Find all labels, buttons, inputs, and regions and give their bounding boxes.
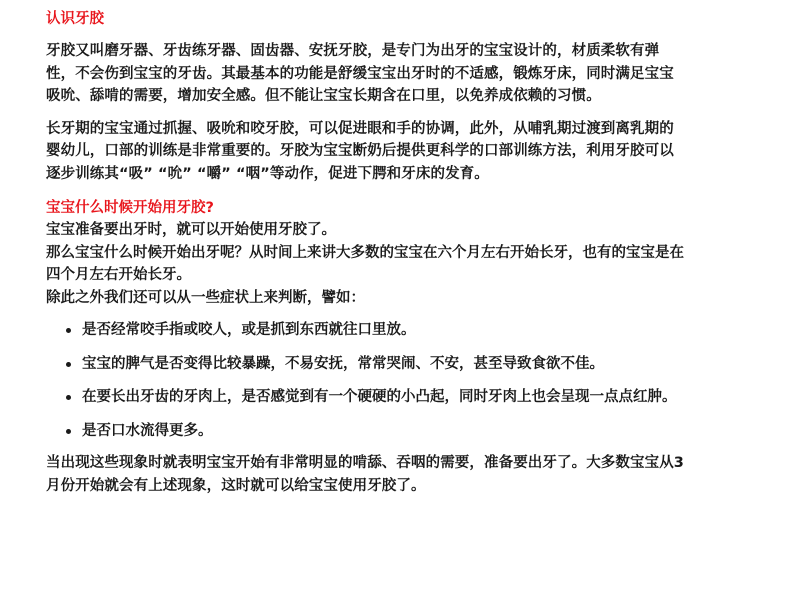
paragraph-conclusion: 当出现这些现象时就表明宝宝开始有非常明显的啃舔、吞咽的需要，准备要出牙了。大多数宝宝从3月份开始就会有上述现象，这时就可以给宝宝使用牙胶了。 (46, 455, 684, 494)
list-item-text: 是否口水流得更多。 (82, 422, 213, 439)
list-item (66, 353, 686, 376)
bullet-icon (66, 429, 71, 434)
symptom-list (46, 319, 686, 442)
list-item (66, 319, 686, 342)
list-item (66, 386, 686, 409)
text-line-ready: 宝宝准备要出牙时，就可以开始使用牙胶了。 (46, 222, 336, 238)
text-line-symptoms-intro: 除此之外我们还可以从一些症状上来判断，譬如： (46, 289, 365, 306)
bullet-icon (66, 328, 71, 333)
bullet-icon (66, 362, 71, 367)
list-item (66, 420, 686, 443)
bullet-icon (66, 395, 71, 400)
list-item-text: 在要长出牙齿的牙肉上，是否感觉到有一个硬硬的小凸起，同时牙肉上也会呈现一点点红肿。 (82, 389, 677, 405)
text-line-teething-age: 那么宝宝什么时候开始出牙呢？从时间上来讲大多数的宝宝在六个月左右开始长牙，也有的宝宝是在四个月左右开始长牙。 (46, 244, 684, 283)
paragraph-benefits: 长牙期的宝宝通过抓握、吸吮和咬牙胶，可以促进眼和手的协调，此外，从哺乳期过渡到离乳期的婴幼儿，口部的训练是非常重要的。牙胶为宝宝断奶后提供更科学的口部训练方法，利用牙胶可以逐步训练其“吸” “吮” “嚼” “咽”等动作，促进下腭和牙床的发育。 (46, 120, 674, 182)
section-heading-when-to-use: 宝宝什么时候开始用牙胶? (46, 200, 214, 216)
list-item-text: 宝宝的脾气是否变得比较暴躁，不易安抚，常常哭闹、不安，甚至导致食欲不佳。 (82, 355, 604, 372)
section-heading-teething-gel: 认识牙胶 (46, 11, 104, 27)
list-item-text: 是否经常咬手指或咬人，或是抓到东西就往口里放。 (82, 322, 416, 338)
paragraph-definition: 牙胶又叫磨牙器、牙齿练牙器、固齿器、安抚牙胶，是专门为出牙的宝宝设计的，材质柔软有弹性，不会伤到宝宝的牙齿。其最基本的功能是舒缓宝宝出牙时的不适感，锻炼牙床，同时满足宝宝吸吮、舔啃的需要，增加安全感。但不能让宝宝长期含在口里，以免养成依赖的习惯。 (46, 43, 674, 104)
